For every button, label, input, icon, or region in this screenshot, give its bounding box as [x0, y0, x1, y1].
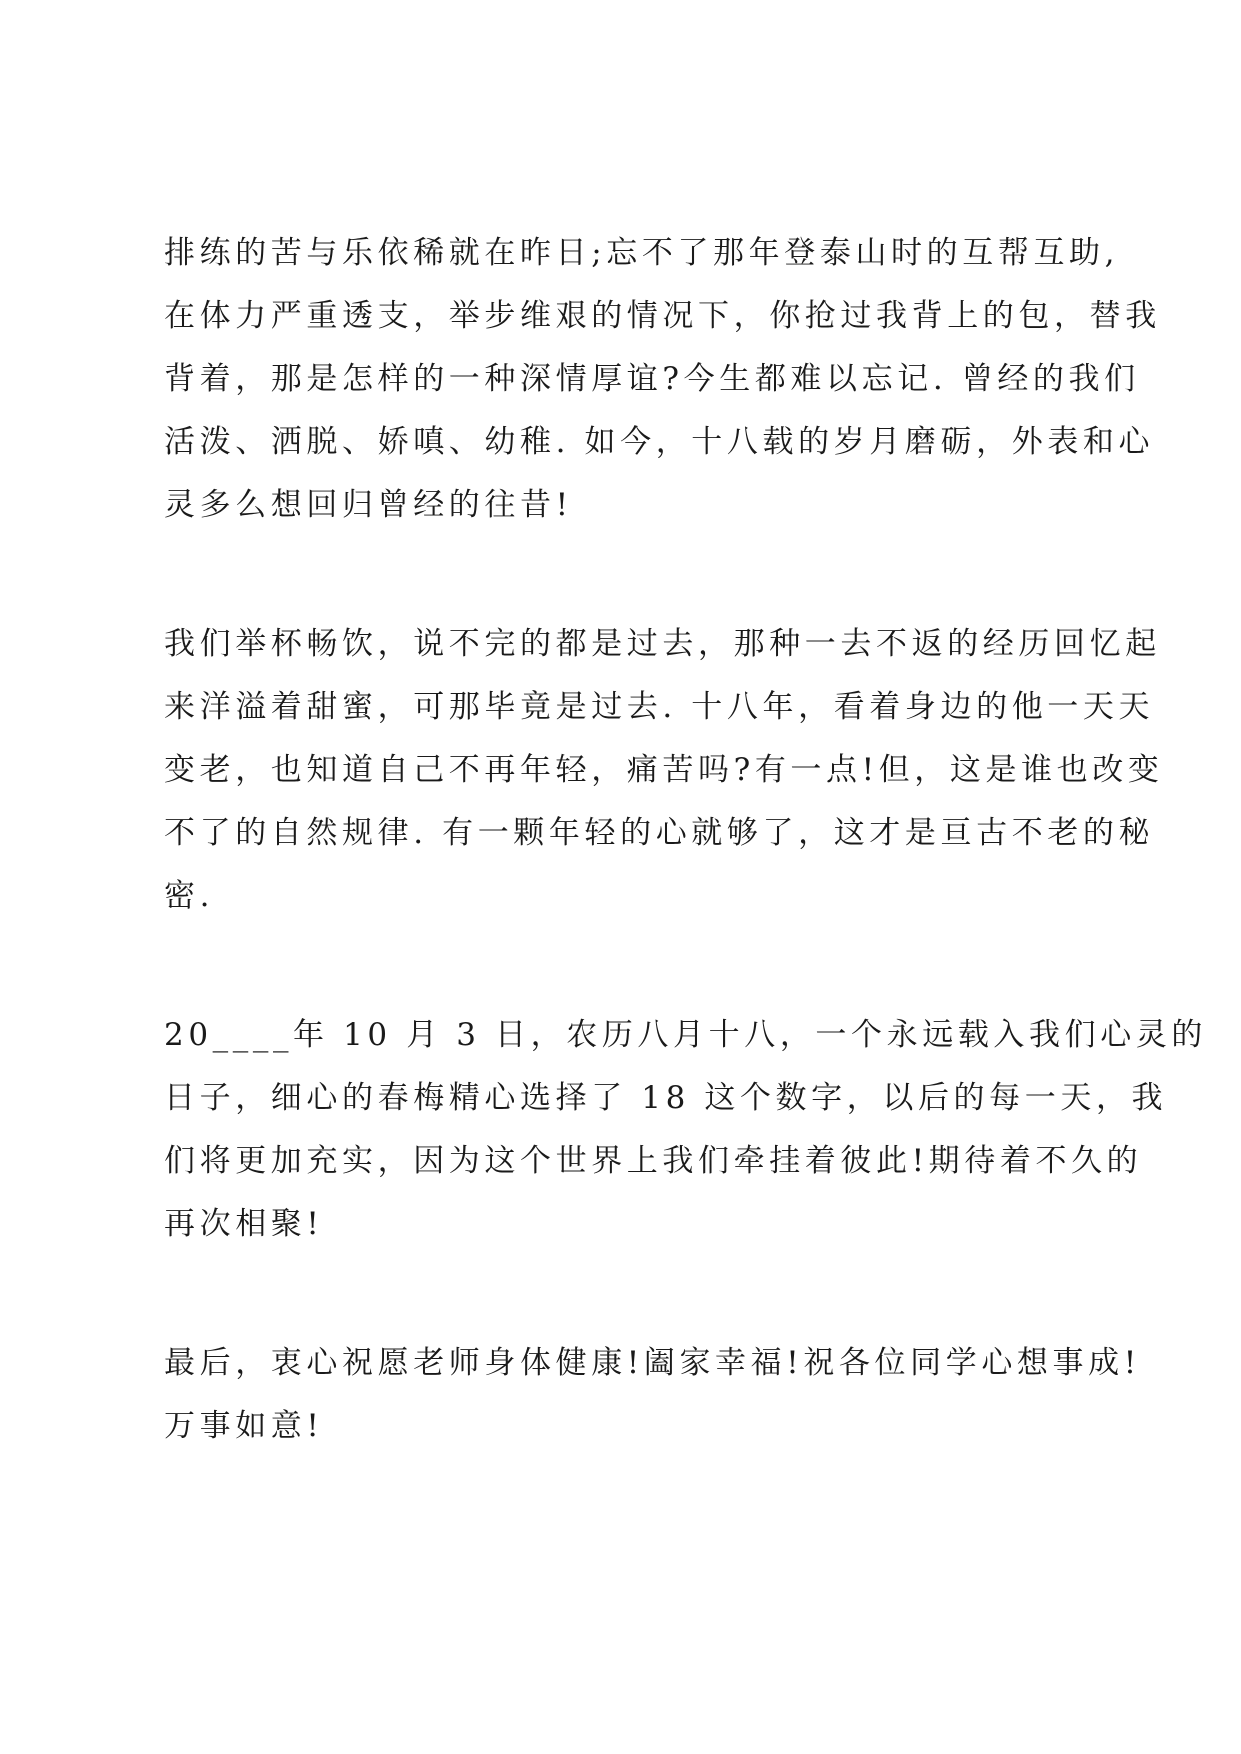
paragraph-line: 们将更加充实，因为这个世界上我们牵挂着彼此!期待着不久的: [164, 1143, 1143, 1179]
paragraph-spacer: [164, 928, 1104, 1004]
paragraph-line: 万事如意!: [164, 1408, 324, 1444]
paragraph-line: 活泼、洒脱、娇嗔、幼稚. 如今，十八载的岁月磨砺，外表和心: [164, 424, 1155, 460]
paragraph-line: 排练的苦与乐依稀就在昨日;忘不了那年登泰山时的互帮互助,: [164, 235, 1120, 271]
paragraph-line: 变老，也知道自己不再年轻，痛苦吗?有一点!但，这是谁也改变: [164, 752, 1164, 788]
paragraph-closing-wishes: [164, 1332, 1141, 1458]
paragraph-line: 背着，那是怎样的一种深情厚谊?今生都难以忘记. 曾经的我们: [164, 361, 1140, 397]
paragraph-line: 最后，衷心祝愿老师身体健康!阖家幸福!祝各位同学心想事成!: [164, 1345, 1141, 1381]
paragraph-reunion-date: [164, 1004, 1208, 1256]
paragraph-toast: [164, 613, 1164, 928]
paragraph-spacer: [164, 1256, 1104, 1332]
paragraph-line: 20____年 10 月 3 日，农历八月十八，一个永远载入我们心灵的: [164, 1017, 1208, 1053]
paragraph-line: 来洋溢着甜蜜，可那毕竟是过去. 十八年，看着身边的他一天天: [164, 689, 1155, 725]
paragraph-line: 再次相聚!: [164, 1206, 324, 1242]
paragraph-line: 在体力严重透支，举步维艰的情况下，你抢过我背上的包，替我: [164, 298, 1161, 334]
paragraph-line: 密.: [164, 878, 215, 914]
paragraph-line: 不了的自然规律. 有一颗年轻的心就够了，这才是亘古不老的秘: [164, 815, 1155, 851]
paragraph-line: 日子，细心的春梅精心选择了 18 这个数字，以后的每一天，我: [164, 1080, 1168, 1116]
document-body: [164, 222, 1208, 1458]
paragraph-memories: [164, 222, 1161, 537]
paragraph-spacer: [164, 537, 1104, 613]
paragraph-line: 灵多么想回归曾经的往昔!: [164, 487, 573, 523]
paragraph-line: 我们举杯畅饮，说不完的都是过去，那种一去不返的经历回忆起: [164, 626, 1161, 662]
